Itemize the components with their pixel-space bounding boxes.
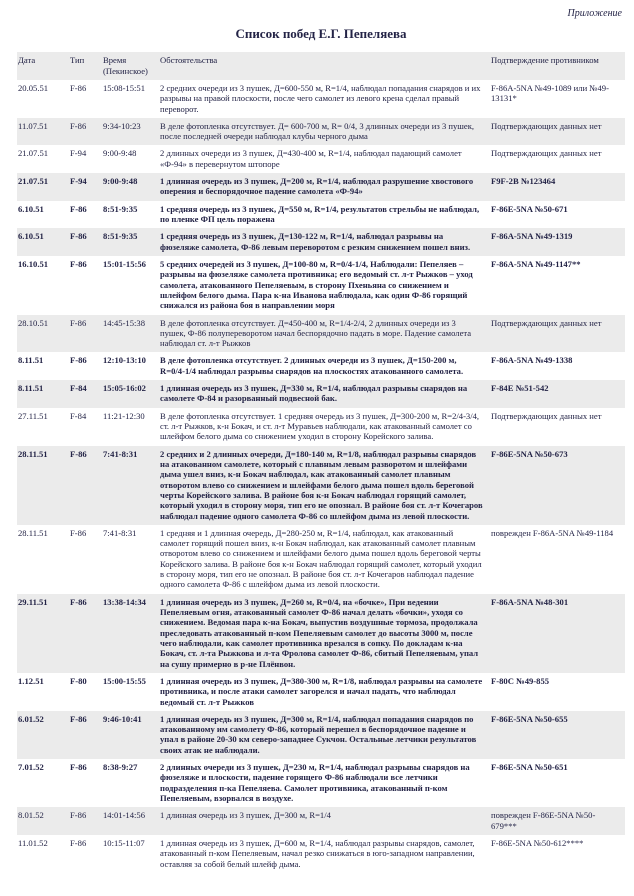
cell-time: 9:00-9:48 [103, 176, 138, 187]
cell-confirmation: поврежден F-86A-5NA №49-1184 [491, 527, 614, 538]
table-row [17, 408, 625, 446]
cell-confirmation: F-86E-5NA №50-651 [491, 762, 568, 773]
cell-circumstances: 1 средняя и 1 длинная очередь, Д=280-250 м, R=1/4, наблюдал, как атакованный самолет горящий пошел вниз, к-н Бокач наблюдал, как атакованный самолет плавным отворотом влево со снижением и шлейфами белого дыма пошел вдоль береговой черты Корейского залива. В районе боя к-н Бокач наблюдал горящий самолет, который уходил в сторону моря, тип его не опознал. В районе боя ст. л-т Кочегаров наблюдал падение одного самолета Ф-86 с шлейфом дыма из левой плоскости. [160, 527, 482, 590]
cell-type: F-80 [70, 675, 87, 686]
cell-date: 20.05.51 [18, 82, 49, 93]
cell-time: 15:00-15:55 [103, 675, 146, 686]
cell-circumstances: 2 средних и 2 длинных очереди, Д=180-140 м, R=1/8, наблюдал разрывы снарядов на атакованном самолете, который с плавным левым разворотом и шлейфами дыма ушел вниз, к-н Бокач наблюдал, как атакованный самолет плавным отворотом влево со снижением и шлейфами белого дыма пошел вдоль береговой черты Корейского залива. В районе боя к-н Бокач наблюдал горящий самолет, который уходил в сторону моря, тип его не опознал. В районе боя ст. л-т Кочегаров наблюдал падение одного самолета Ф-86 со шлейфом дыма из левой плоскости. [160, 448, 483, 521]
cell-confirmation: поврежден F-86E-5NA №50-679*** [491, 810, 596, 831]
header-circumstances: Обстоятельства [160, 55, 218, 66]
cell-type: F-86 [70, 596, 87, 607]
cell-type: F-86 [70, 231, 87, 242]
table-row [17, 201, 625, 229]
cell-date: 7.01.52 [18, 762, 44, 773]
cell-circumstances: 1 длинная очередь из 3 пушек, Д=300 м, R=1/4 [160, 810, 331, 821]
cell-confirmation: F-86E-5NA №50-671 [491, 203, 568, 214]
cell-time: 14:45-15:38 [103, 317, 146, 328]
cell-type: F-86 [70, 82, 87, 93]
cell-time: 7:41-8:31 [103, 448, 138, 459]
cell-circumstances: В деле фотопленка отсутствует. 1 средняя очередь из 3 пушек, Д=300-200 м, R=2/4-3/4, ст. л-т Рыжков, к-н Бокач, и ст. л-т Муравьев наблюдали, как атакованный самолет со шлейфом белого дыма со снижением уходил в сторону Корейского залива. [160, 410, 480, 442]
cell-confirmation: F9F-2B №123464 [491, 176, 556, 187]
cell-date: 27.11.51 [18, 410, 48, 421]
cell-type: F-84 [70, 410, 87, 421]
cell-time: 9:00-9:48 [103, 148, 137, 159]
cell-type: F-86 [70, 837, 87, 848]
annotation-label: Приложение [567, 8, 622, 19]
cell-confirmation: F-80C №49-855 [491, 675, 550, 686]
cell-circumstances: 5 средних очередей из 3 пушек, Д=100-80 м, R=0/4-1/4, Наблюдали: Пепеляев – разрывы на фюзеляже самолета противника; его ведомый ст. л-т Рыжков – уход самолета, атакованного Пепеляевым, в сторону Пхеньяна со снижением и шлейфом белого дыма. Пара к-на Иванова наблюдала, как один Ф-86 горящий снижался из района боя в направлении моря [160, 258, 473, 311]
cell-confirmation: Подтверждающих данных нет [491, 317, 602, 328]
cell-time: 7:41-8:31 [103, 527, 137, 538]
cell-circumstances: 1 средняя очередь из 3 пушек, Д=130-122 м, R=1/4, наблюдал разрывы на фюзеляже самолета, Ф-86 левым переворотом с резким снижением пошел вниз. [160, 231, 471, 252]
cell-time: 9:34-10:23 [103, 120, 141, 131]
cell-confirmation: F-86A-5NA №49-1147** [491, 258, 581, 269]
cell-date: 21.07.51 [18, 176, 49, 187]
cell-confirmation: F-86E-5NA №50-673 [491, 448, 568, 459]
table-row [17, 256, 625, 315]
table-row [17, 352, 625, 380]
table-row [17, 80, 625, 118]
cell-circumstances: 1 средняя очередь из 3 пушек, Д=550 м, R=1/4, результатов стрельбы не наблюдал, по пленке ФП цель поражена [160, 203, 480, 225]
cell-time: 15:01-15:56 [103, 258, 146, 269]
cell-date: 16.10.51 [18, 258, 49, 269]
victories-table [17, 52, 625, 873]
header-date: Дата [18, 55, 36, 66]
table-row [17, 145, 625, 173]
cell-type: F-94 [70, 148, 87, 159]
table-row [17, 446, 625, 525]
cell-confirmation: Подтверждающих данных нет [491, 120, 602, 131]
cell-type: F-86 [70, 448, 87, 459]
cell-time: 15:05-16:02 [103, 383, 146, 394]
cell-circumstances: 1 длинная очередь из 3 пушек, Д=600 м, R=1/4, наблюдал разрывы снарядов, самолет, атакованный п-ком Пепеляевым, начал резко снижаться в юго-западном направлении, оставляя за собой белый шлейф дыма. [160, 837, 475, 869]
cell-confirmation: F-86A-5NA №49-1089 или №49-13131* [491, 82, 609, 104]
cell-time: 14:01-14:56 [103, 810, 146, 821]
cell-time: 9:46-10:41 [103, 713, 142, 724]
cell-circumstances: В деле фотопленка отсутствует. Д=450-400 м, R=1/4-2/4, 2 длинных очереди из 3 пушек, Ф-86 полупереворотом начал беспорядочно падать в море. Падение самолета наблюдал ст. л-т Рыжков [160, 317, 472, 349]
cell-date: 28.10.51 [18, 317, 49, 328]
cell-confirmation: F-86E-5NA №50-655 [491, 713, 568, 724]
cell-date: 11.07.51 [18, 120, 48, 131]
table-row [17, 807, 625, 835]
cell-circumstances: 2 средних очереди из 3 пушек, Д=600-550 м, R=1/4, наблюдал попадания снарядов и их разрывы на правой плоскости, после чего самолет из левого крена сделал правый переворот. [160, 82, 481, 114]
cell-date: 6.10.51 [18, 231, 44, 242]
cell-circumstances: 1 длинная очередь из 3 пушек, Д=260 м, R=0/4, на «бочке», При ведении Пепеляевым огня, атакованный самолет Ф-86 начал делать «бочки», уходя со снижением. Ведомая пара к-на Бокач, выпустив воздушные тормоза, продолжала преследовать атакованный п-ком Пепеляевым самолет до высоты 3000 м, после чего наблюдали, как самолет противника врезался в сопку. По докладам к-на Бокач, ст. л-та Рыжкова и л-та Фролова самолет Ф-86, сбитый Пепеляевым, упал на сушу примерно в р-не Плёнвон. [160, 596, 479, 669]
cell-type: F-84 [70, 383, 87, 394]
cell-time: 11:21-12:30 [103, 410, 145, 421]
table-row [17, 228, 625, 256]
table-row [17, 594, 625, 673]
cell-confirmation: F-86A-5NA №48-301 [491, 596, 569, 607]
cell-date: 28.11.51 [18, 448, 48, 459]
cell-type: F-86 [70, 810, 87, 821]
cell-circumstances: В деле фотопленка отсутствует. 2 длинных очереди из 3 пушек, Д=150-200 м, R=0/4-1/4 наблюдал разрывы снарядов на плоскостях атакованного самолета. [160, 355, 464, 376]
cell-type: F-86 [70, 762, 87, 773]
table-body [17, 80, 625, 873]
table-row [17, 759, 625, 807]
cell-type: F-94 [70, 176, 87, 187]
table-row [17, 380, 625, 408]
cell-date: 1.12.51 [18, 675, 44, 686]
cell-confirmation: F-86E-5NA №50-612**** [491, 837, 584, 848]
cell-confirmation: Подтверждающих данных нет [491, 148, 602, 159]
cell-circumstances: В деле фотопленка отсутствует. Д= 600-700 м, R= 0/4, 3 длинных очереди из 3 пушек, после последней очереди наблюдал клубы черного дыма [160, 120, 475, 142]
cell-time: 15:08-15:51 [103, 82, 146, 93]
header-type: Тип [70, 55, 85, 66]
cell-circumstances: 1 длинная очередь из 3 пушек, Д=380-300 м, R=1/8, наблюдал разрывы на самолете противника, и после атаки самолет загорелся и начал падать, что наблюдал ведомый ст. л-т Рыжков [160, 675, 483, 707]
cell-date: 28.11.51 [18, 527, 48, 538]
table-row [17, 525, 625, 594]
cell-date: 21.07.51 [18, 148, 49, 159]
cell-time: 13:38-14:34 [103, 596, 146, 607]
cell-date: 11.01.52 [18, 837, 48, 848]
cell-circumstances: 2 длинных очереди из 3 пушек, Д=230 м, R=1/4, наблюдал разрывы снарядов на фюзеляже и плоскости, падение горящего Ф-86 наблюдали все летчики подразделения п-ка Пепеляева. Самолет противника, атакованный п-ком Пепеляевым, взорвался в воздухе. [160, 762, 470, 804]
cell-type: F-86 [70, 317, 87, 328]
cell-confirmation: F-84E №51-542 [491, 383, 549, 394]
cell-confirmation: Подтверждающих данных нет [491, 410, 602, 421]
cell-type: F-86 [70, 355, 87, 366]
cell-time: 10:15-11:07 [103, 837, 145, 848]
header-confirmation: Подтверждение противником [491, 55, 599, 66]
table-row [17, 673, 625, 711]
table-row [17, 118, 625, 146]
table-row [17, 835, 625, 873]
cell-type: F-86 [70, 203, 87, 214]
cell-circumstances: 1 длинная очередь из 3 пушек, Д=300 м, R=1/4, наблюдал попадания снарядов по атакованному им самолету Ф-86, который перешел в беспорядочное падение и упал в районе 20-30 км северо-западнее Сукчон. Остальные летчики результатов своих атак не наблюдали. [160, 713, 477, 755]
cell-confirmation: F-86A-5NA №49-1319 [491, 231, 573, 242]
cell-date: 8.11.51 [18, 383, 44, 394]
cell-date: 8.11.51 [18, 355, 44, 366]
cell-type: F-86 [70, 527, 87, 538]
cell-date: 29.11.51 [18, 596, 48, 607]
header-time: Время (Пекинское) [103, 55, 148, 76]
cell-circumstances: 2 длинных очереди из 3 пушек, Д=430-400 м, R=1/4, наблюдал падающий самолет «Ф-94» в перевернутом штопоре [160, 148, 462, 169]
cell-time: 8:38-9:27 [103, 762, 138, 773]
cell-date: 6.10.51 [18, 203, 44, 214]
cell-date: 6.01.52 [18, 713, 44, 724]
cell-circumstances: 1 длинная очередь из 3 пушек, Д=200 м, R=1/4, наблюдал разрушение хвостового оперения и беспорядочное падение самолета «Ф-94» [160, 176, 474, 197]
table-row [17, 711, 625, 759]
cell-type: F-86 [70, 713, 87, 724]
cell-type: F-86 [70, 120, 87, 131]
table-row [17, 173, 625, 201]
page-title: Список побед Е.Г. Пепеляева [235, 26, 407, 41]
cell-circumstances: 1 длинная очередь из 3 пушек, Д=330 м, R=1/4, наблюдал разрывы снарядов на самолете Ф-84 и разорванный подвесной бак. [160, 383, 468, 404]
cell-date: 8.01.52 [18, 810, 44, 821]
table-header-row [17, 52, 625, 80]
table-row [17, 315, 625, 353]
cell-type: F-86 [70, 258, 87, 269]
cell-time: 8:51-9:35 [103, 231, 138, 242]
cell-confirmation: F-86A-5NA №49-1338 [491, 355, 573, 366]
cell-time: 8:51-9:35 [103, 203, 138, 214]
cell-time: 12:10-13:10 [103, 355, 146, 366]
